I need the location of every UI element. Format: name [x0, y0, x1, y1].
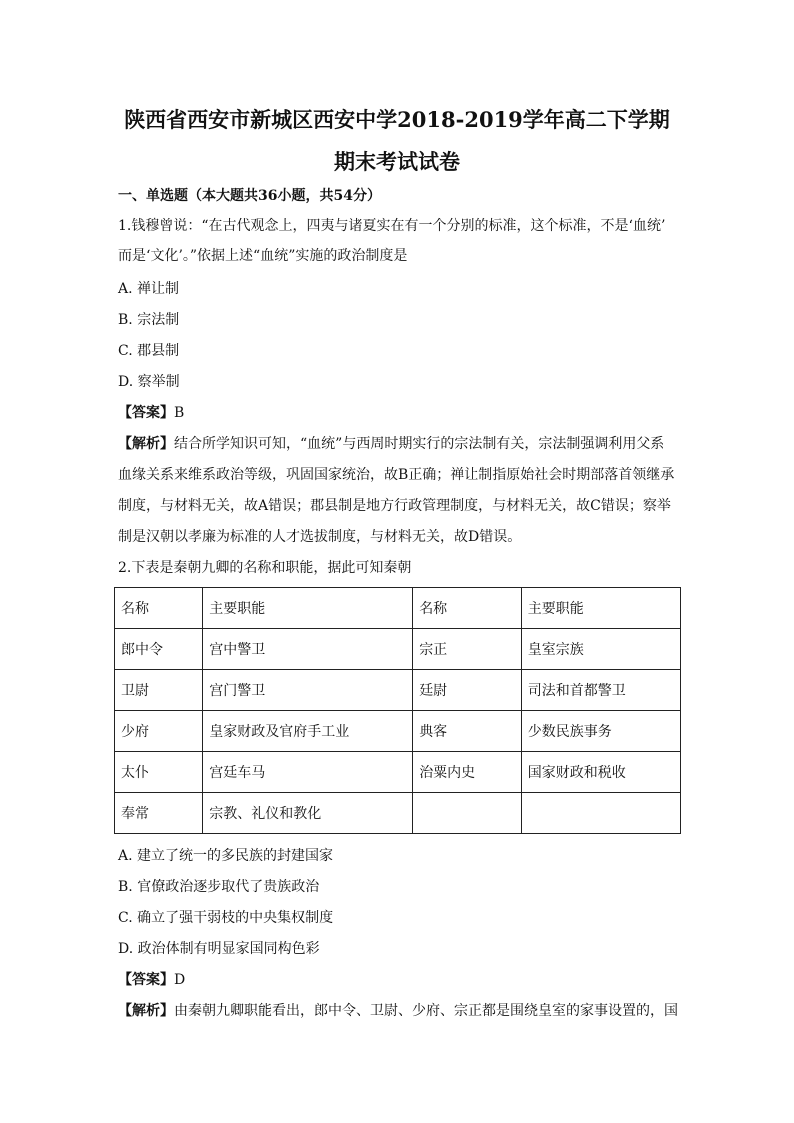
q2-analysis-text1: 由秦朝九卿职能看出，郎中令、卫尉、少府、宗正都是围绕皇室的家事设置的，国 — [174, 1003, 678, 1019]
q1-option-d: D. 察举制 — [118, 374, 180, 390]
table-cell: 司法和首都警卫 — [521, 670, 680, 711]
table-cell: 少府 — [115, 711, 203, 752]
q1-analysis-line4: 制是汉朝以孝廉为标准的人才选拔制度，与材料无关，故D错误。 — [118, 529, 522, 545]
table-cell: 宫廷车马 — [203, 752, 413, 793]
table-cell: 治粟内史 — [413, 752, 522, 793]
table-row — [115, 670, 681, 711]
q2-analysis-line1 — [118, 1001, 678, 1021]
q2-answer-value: D — [174, 972, 186, 988]
q1-option-b: B. 宗法制 — [118, 312, 180, 328]
table-cell: 国家财政和税收 — [521, 752, 680, 793]
table-cell: 皇室宗族 — [521, 629, 680, 670]
table-row — [115, 711, 681, 752]
table-row — [115, 752, 681, 793]
q1-analysis-text1: 结合所学知识可知，“血统”与西周时期实行的宗法制有关，宗法制强调利用父系 — [174, 436, 665, 452]
q1-option-a: A. 禅让制 — [118, 281, 180, 297]
table-cell: 宫门警卫 — [203, 670, 413, 711]
q2-option-b: B. 官僚政治逐步取代了贵族政治 — [118, 879, 320, 895]
q1-stem-line1: 1.钱穆曾说：“在古代观念上，四夷与诸夏实在有一个分别的标准，这个标准，不是‘血统’ — [118, 218, 666, 234]
table-cell: 少数民族事务 — [521, 711, 680, 752]
q2-answer-label: 【答案】 — [118, 972, 174, 988]
table-cell: 主要职能 — [521, 588, 680, 629]
q2-stem: 2.下表是秦朝九卿的名称和职能，据此可知秦朝 — [118, 560, 412, 576]
table-cell: 卫尉 — [115, 670, 203, 711]
table-cell: 宫中警卫 — [203, 629, 413, 670]
q2-answer — [118, 970, 185, 990]
q1-analysis-line2: 血缘关系来维系政治等级，巩固国家统治，故B正确；禅让制指原始社会时期部落首领继承 — [118, 467, 675, 483]
q2-analysis-label: 【解析】 — [118, 1003, 174, 1019]
q1-answer-value: B — [174, 405, 185, 421]
q1-answer-label: 【答案】 — [118, 405, 174, 421]
table-cell: 名称 — [413, 588, 522, 629]
document-title-line1: 陕西省西安市新城区西安中学2018-2019学年高二下学期 — [124, 107, 670, 132]
table-cell: 廷尉 — [413, 670, 522, 711]
table-cell: 宗正 — [413, 629, 522, 670]
table-row — [115, 629, 681, 670]
q1-analysis-line3: 制度，与材料无关，故A错误；郡县制是地方行政管理制度，与材料无关，故C错误；察举 — [118, 498, 671, 514]
table-cell: 皇家财政及官府手工业 — [203, 711, 413, 752]
q1-analysis-line1 — [118, 434, 664, 454]
nine-ministers-table — [114, 587, 681, 834]
table-cell: 郎中令 — [115, 629, 203, 670]
table-cell: 太仆 — [115, 752, 203, 793]
table-cell — [413, 793, 522, 834]
q1-answer — [118, 403, 184, 423]
q1-analysis-label: 【解析】 — [118, 436, 174, 452]
q2-option-a: A. 建立了统一的多民族的封建国家 — [118, 848, 334, 864]
q1-stem-line2: 而是‘文化’。”依据上述“血统”实施的政治制度是 — [118, 248, 408, 264]
table-cell: 宗教、礼仪和教化 — [203, 793, 413, 834]
table-cell: 主要职能 — [203, 588, 413, 629]
table-row — [115, 588, 681, 629]
table-cell — [521, 793, 680, 834]
table-row — [115, 793, 681, 834]
q2-option-c: C. 确立了强干弱枝的中央集权制度 — [118, 910, 334, 926]
q2-option-d: D. 政治体制有明显家国同构色彩 — [118, 941, 320, 957]
q1-option-c: C. 郡县制 — [118, 343, 180, 359]
table-cell: 奉常 — [115, 793, 203, 834]
document-title-line2: 期末考试试卷 — [334, 149, 460, 174]
table-cell: 典客 — [413, 711, 522, 752]
section-heading: 一、单选题（本大题共36小题，共54分） — [118, 188, 381, 204]
table-cell: 名称 — [115, 588, 203, 629]
